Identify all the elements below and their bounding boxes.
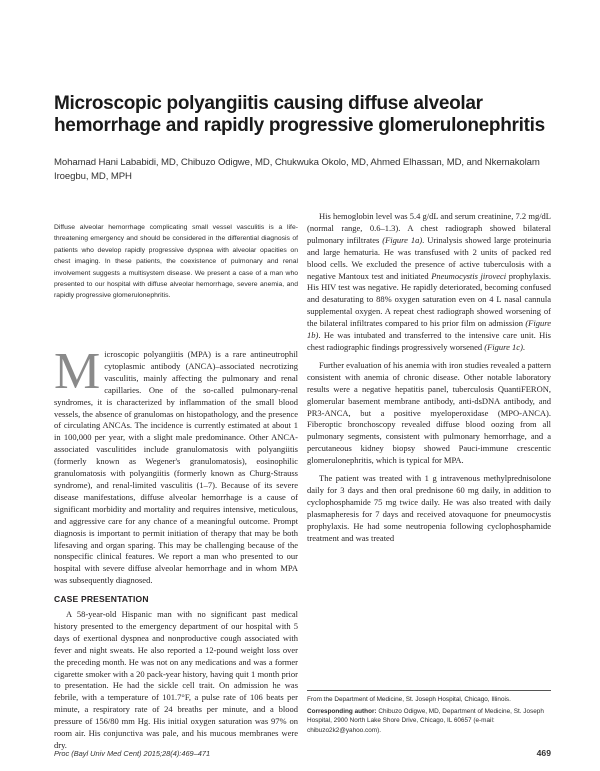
text-run: . Urinalysis showed large proteinuria and large hematuria. He was transfused with 2 units of packed red blood cells. We excluded the presence of active tuberculosis with a negative Mantoux test and initiated (307, 234, 551, 281)
corresponding-label: Corresponding author: (307, 707, 377, 715)
text-run: His hemoglobin level was 5.4 g/dL and serum creatinine, 7.2 mg/dL (normal range, 0.6–1.3). A chest radiograph showed bilateral pulmonary infiltrates (307, 211, 551, 245)
affiliation-note: From the Department of Medicine, St. Joseph Hospital, Chicago, Illinois. (307, 696, 511, 703)
species-name: Pneumocystis jiroveci (431, 270, 507, 281)
case-presentation-heading: CASE PRESENTATION (54, 594, 149, 605)
left-column (54, 343, 298, 752)
drop-cap: M (54, 343, 101, 400)
author-list: Mohamad Hani Lababidi, MD, Chibuzo Odigwe, MD, Chukwuka Okolo, MD, Ahmed Elhassan, MD, and Nkemakolam Iroegbu, MD, MPH (54, 157, 540, 182)
page-footer (54, 749, 551, 761)
page-number: 469 (536, 748, 551, 758)
intro-text: icroscopic polyangiitis (MPA) is a rare antineutrophil cytoplasmic antibody (ANCA)–associated necrotizing vasculitis, mainly affecting the pulmonary and renal capillaries. One of the so-called pulmonary-renal syndromes, it is characterized by inflammation of the small blood vessels, the absence of granulomas on histopathology, and the presence of circulating ANCAs. The incidence is currently estimated at about 1 in 100,000 per year, with a slight male predominance. Other ANCA-associated vasculitides include granulomatosis with polyangiitis (formerly known as Wegener's granulomatosis), eosinophilic granulomatosis with polyangiitis (formerly known as Churg-Strauss syndrome), and renal-limited vasculitis (1–7). Because of its severe disease manifestations, diffuse alveolar hemorrhage is a cause of significant morbidity and mortality and requires intensive, meticulous, and aggressive care for any chance of a meaningful outcome. Prompt diagnosis is important to permit initiation of therapy that may be both lifesaving and organ sparing. This may be challenging because of the nonspecific clinical features. We report a man who presented to our hospital with severe diffuse alveolar hemorrhage and in whom MPA was subsequently diagnosed. (54, 349, 298, 586)
correspondence-note (307, 707, 551, 736)
text-run: prophylaxis. His HIV test was negative. He rapidly deteriorated, becoming confused and desaturating to 88% oxygen saturation even on 4 L nasal cannula supplemental oxygen. A repeat chest radiograph showed worsening of the bilateral infiltrates compared to his prior film on admission (307, 270, 551, 329)
intro-paragraph (54, 343, 298, 587)
figure-ref-1a[interactable]: (Figure 1a) (382, 234, 423, 245)
case-paragraph-2 (307, 211, 551, 354)
article-title: Microscopic polyangiitis causing diffuse alveolar hemorrhage and rapidly progressive glomerulonephritis (54, 93, 545, 136)
abstract: Diffuse alveolar hemorrhage complicating small vessel vasculitis is a life-threatening emergency and should be considered in the differential diagnosis of patients who develop rapidly progressive dyspnea with alveolar opacities on chest imaging. In these patients, the coexistence of pulmonary and renal involvement suggests a multisystem disease. We present a case of a man who presented to our hospital with diffuse alveolar hemorrhage, severe anemia, and rapidly progressive glomerulonephritis. (54, 224, 298, 300)
journal-citation: Proc (Bayl Univ Med Cent) 2015;28(4):469–471 (54, 749, 211, 758)
figure-ref-1b[interactable]: (Figure 1b) (307, 318, 551, 341)
case-paragraph-1: A 58-year-old Hispanic man with no significant past medical history presented to the emergency department of our hospital with 5 days of exertional dyspnea and nonproductive cough associated with fever and night sweats. He also reported a 12-pound weight loss over the preceding month. He was not on any medications and was a former cigarette smoker with a 20 pack-year history, having quit 1 month prior to presentation. He had the sickle cell trait. On admission he was febrile, with a temperature of 101.7°F, a pulse rate of 106 beats per minute, a respiratory rate of 24 breaths per minute, and a blood pressure of 156/80 mm Hg. His initial oxygen saturation was 97% on room air. His conjunctiva was pale, and his mucous membranes were dry. (54, 609, 298, 750)
text-run: . (522, 341, 526, 352)
case-paragraph-4: The patient was treated with 1 g intravenous methylprednisolone daily for 3 days and then oral prednisone 60 mg daily, in addition to cyclophosphamide 75 mg twice daily. He was also treated with daily plasmapheresis for 7 days and received atovaquone for pneumocystis prophylaxis. He had some neutropenia following cyclophosphamide treatment and was treated (307, 473, 551, 543)
figure-ref-1c[interactable]: (Figure 1c) (484, 341, 523, 352)
case-paragraph-3: Further evaluation of his anemia with iron studies revealed a pattern consistent with anemia of chronic disease. Other notable laboratory results were a negative hepatitis panel, tuberculosis QuantiFERON, glomerular basement membrane antibody, anti-dsDNA antibody, and PR3-ANCA, but a positive myeloperoxidase (MPO-ANCA). Fiberoptic bronchoscopy revealed diffuse blood oozing from all pulmonary segments, consistent with pulmonary hemorrhage, and a percutaneous kidney biopsy showed Pauci-immune crescentic glomerulonephritis, which is typical for MPA. (307, 359, 551, 466)
author-footnote (307, 690, 551, 735)
correspondence-text: Chibuzo Odigwe, MD, Department of Medicine, St. Joseph Hospital, 2900 North Lake Shore Drive, Chicago, IL 60657 (e-mail: chibuzo2k2@yahoo.com). (307, 707, 544, 734)
text-run: . He was intubated and transferred to the intensive care unit. His chest radiographic findings progressively worsened (307, 330, 551, 352)
right-column (307, 211, 551, 544)
